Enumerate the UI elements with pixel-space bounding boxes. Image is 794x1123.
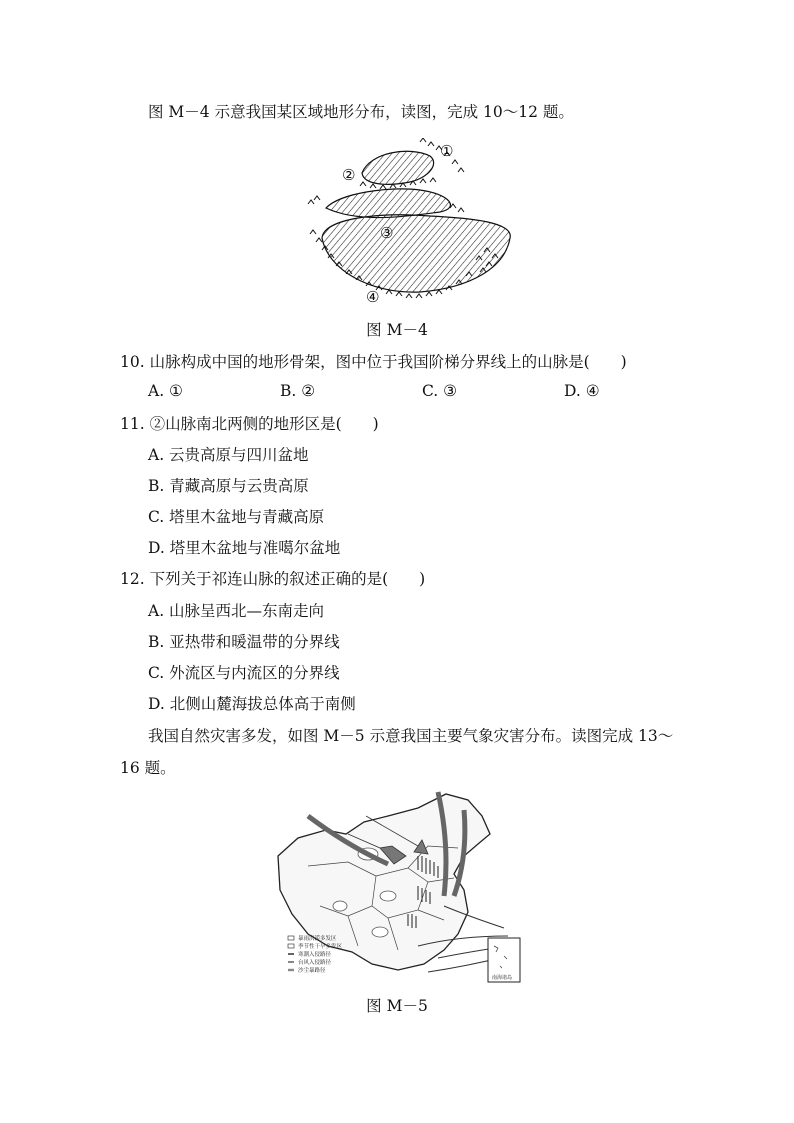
label-4: ④: [366, 288, 380, 306]
q10-option-a: A. ①: [148, 382, 183, 400]
figure-m4-terrain-map: [300, 138, 520, 308]
q10-option-b: B. ②: [280, 382, 316, 400]
legend-drought: 季节性干旱多发区: [298, 944, 343, 950]
question-10-options: [148, 382, 628, 402]
q10-option-d: D. ④: [564, 382, 600, 400]
label-2: ②: [342, 166, 356, 184]
question-11-stem: 11. ②山脉南北两侧的地形区是( ): [120, 415, 379, 433]
middle-basin-shape: [326, 189, 450, 218]
figure-m5-disaster-map: [268, 786, 528, 986]
question-12-stem: 12. 下列关于祁连山脉的叙述正确的是( ): [120, 570, 426, 588]
intro-paragraph-1: 图 M－4 示意我国某区域地形分布，读图，完成 10～12 题。: [148, 103, 574, 121]
label-1: ①: [440, 142, 454, 160]
intro-paragraph-2-line-2: 16 题。: [120, 759, 176, 777]
inset-label: 南海诸岛: [492, 975, 513, 981]
q12-option-d: D. 北侧山麓海拔总体高于南侧: [148, 695, 356, 713]
intro-paragraph-2-line-1: 我国自然灾害多发，如图 M－5 示意我国主要气象灾害分布。读图完成 13～: [148, 727, 674, 745]
legend-typhoon: 台风入侵路径: [298, 960, 332, 966]
figure-m4-caption: 图 M－4: [366, 321, 428, 339]
figure-m5-caption: 图 M－5: [366, 997, 428, 1015]
south-plateau-shape: [322, 215, 510, 292]
q11-option-d: D. 塔里木盆地与准噶尔盆地: [148, 539, 341, 557]
label-3: ③: [380, 224, 394, 242]
legend-rainstorm: 暴雨洪涝多发区: [298, 936, 337, 942]
legend-sandstorm: 沙尘暴路径: [298, 968, 326, 974]
legend-cold-wave: 寒潮入侵路径: [298, 952, 332, 958]
map-legend: [288, 934, 343, 974]
q12-option-c: C. 外流区与内流区的分界线: [148, 664, 340, 682]
q10-option-c: C. ③: [422, 382, 458, 400]
q12-option-a: A. 山脉呈西北—东南走向: [148, 602, 325, 620]
question-10-stem: 10. 山脉构成中国的地形骨架，图中位于我国阶梯分界线上的山脉是( ): [120, 353, 627, 371]
q12-option-b: B. 亚热带和暖温带的分界线: [148, 633, 340, 651]
q11-option-c: C. 塔里木盆地与青藏高原: [148, 508, 325, 526]
q11-option-a: A. 云贵高原与四川盆地: [148, 446, 309, 464]
q11-option-b: B. 青藏高原与云贵高原: [148, 477, 309, 495]
